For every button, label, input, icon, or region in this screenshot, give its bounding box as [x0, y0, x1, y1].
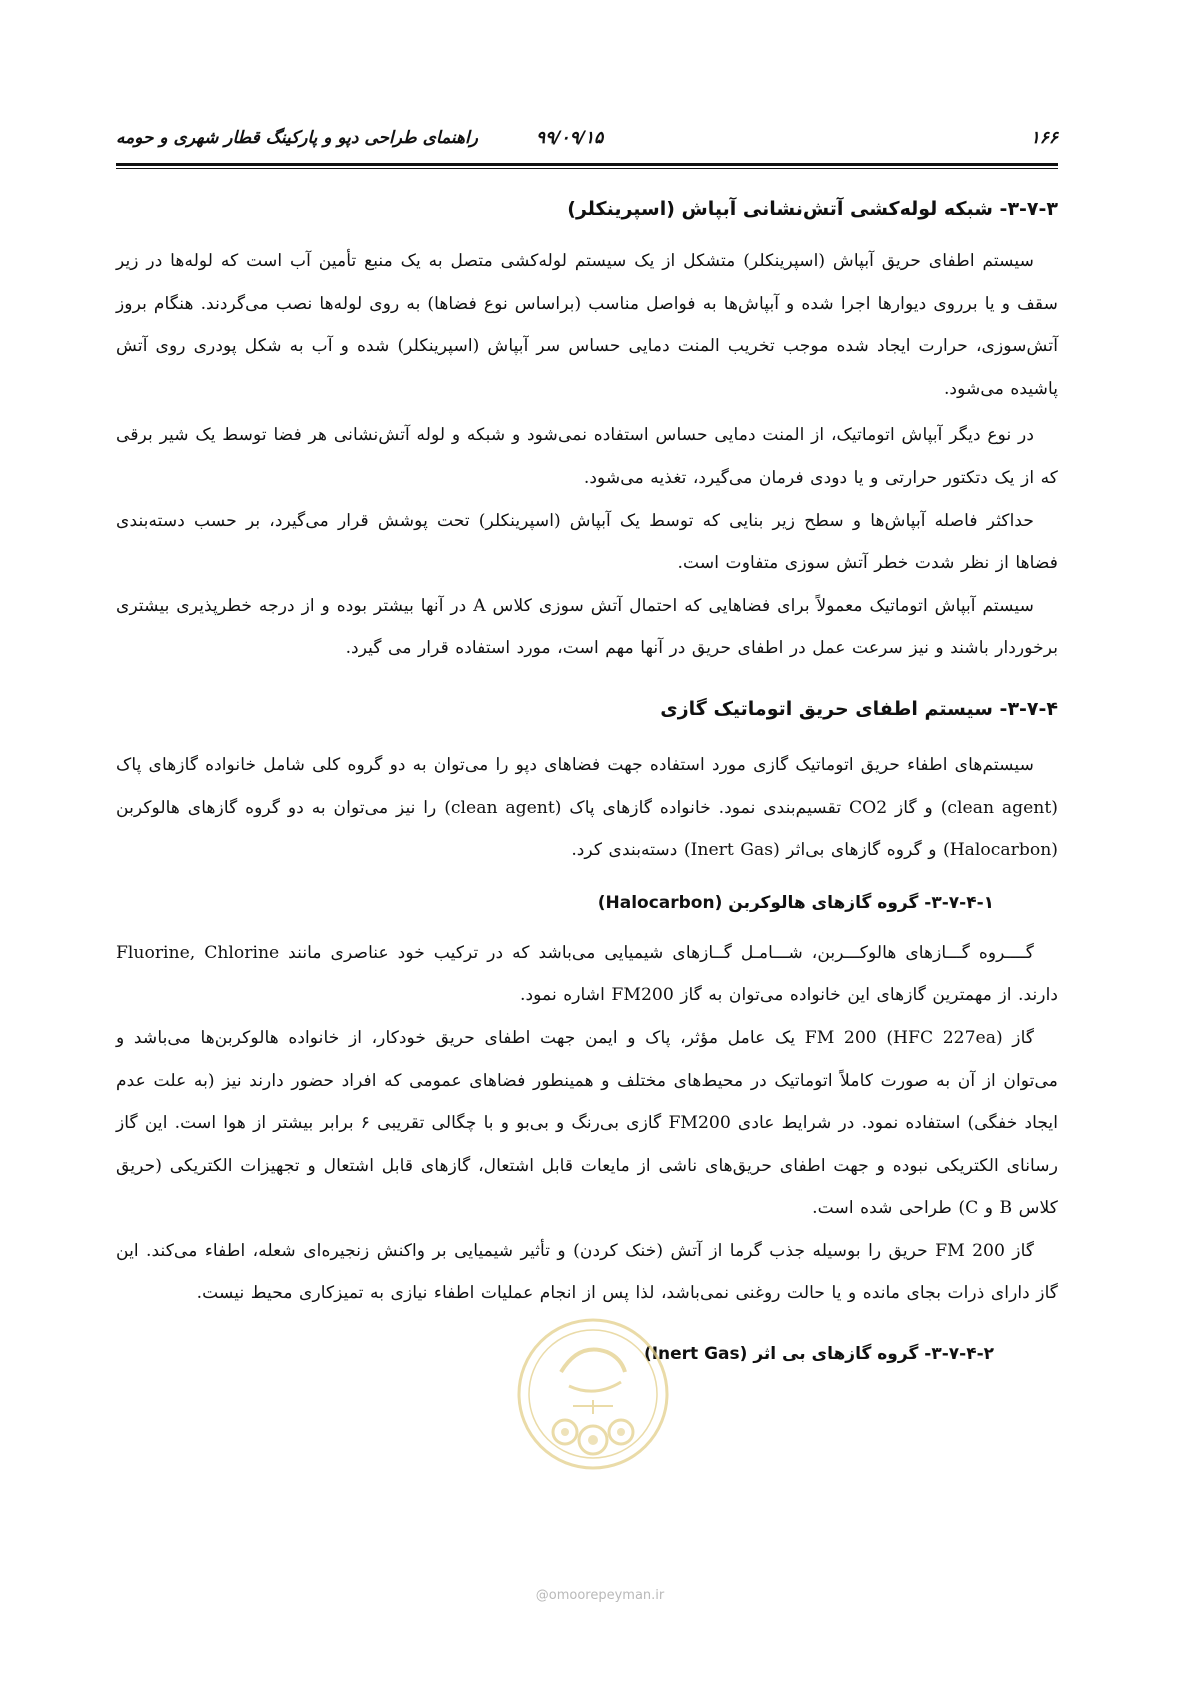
page-header: [116, 128, 1058, 156]
paragraph: گاز FM 200 حریق را بوسیله جذب گرما از آتش (خنک کردن) و تأثیر شیمیایی بر واکنش زنجیره‌ای شعله، اطفاء می‌کند. این گاز دارای ذرات بجای مانده و یا حالت روغنی نمی‌باشد، لذا پس از انجام عملیات اطفاء نیازی به تمیزکاری محیط نیست.: [116, 1240, 1058, 1304]
section-heading-gas-system: ۳-۷-۴- سیستم اطفای حریق اتوماتیک گازی: [660, 697, 1058, 720]
watermark-url: @omoorepeyman.ir: [535, 1588, 665, 1603]
header-date: ۹۹/۰۹/۱۵: [536, 128, 604, 148]
header-title: راهنمای طراحی دپو و پارکینگ قطار شهری و حومه: [116, 128, 478, 148]
paragraph: حداکثر فاصله آبپاش‌ها و سطح زیر بنایی که توسط یک آبپاش (اسپرینکلر) تحت پوشش قرار می‌گیرد، بر حسب دسته‌بندی فضاها از نظر شدت خطر آتش سوزی متفاوت است.: [116, 510, 1058, 574]
paragraph: گــــروه گـــازهای هالوکـــربن، شـــامـل گــازهای شیمیایی می‌باشد که در ترکیب خود عناصری مانند Fluorine, Chlorine دارند. از مهمترین گازهای این خانواده می‌توان به گاز FM200 اشاره نمود.: [116, 942, 1058, 1006]
paragraph: سیستم اطفای حریق آبپاش (اسپرینکلر) متشکل از یک سیستم لوله‌کشی متصل به یک منبع تأمین آب است که لوله‌ها در زیر سقف و یا برروی دیوارها اجرا شده و آبپاش‌ها به فواصل مناسب (براساس نوع فضاها) به روی لوله‌ها نصب می‌گردند. هنگام بروز آتش‌سوزی، حرارت ایجاد شده موجب تخریب المنت دمایی حساس سر آبپاش (اسپرینکلر) شده و آب به شکل پودری روی آتش پاشیده می‌شود.: [116, 251, 1058, 399]
subsection-heading-inert-gas: ۳-۷-۴-۲- گروه گازهای بی اثر (Inert Gas): [643, 1344, 994, 1365]
paragraph: سیستم‌های اطفاء حریق اتوماتیک گازی مورد استفاده جهت فضاهای دپو را می‌توان به دو گروه کلی شامل خانواده گازهای پاک (clean agent) و گاز CO2 تقسیم‌بندی نمود. خانواده گازهای پاک (clean agent) را نیز می‌توان به دو گروه گازهای هالوکربن (Halocarbon) و گروه گازهای بی‌اثر (Inert Gas) دسته‌بندی کرد.: [116, 754, 1058, 861]
header-rule: [116, 163, 1058, 169]
paragraph: گاز FM 200 (HFC 227ea) یک عامل مؤثر، پاک و ایمن جهت اطفای حریق خودکار، از خانواده هالوکربن‌ها می‌باشد و می‌توان از آن به صورت کاملاً اتوماتیک در محیط‌های مختلف و همینطور فضاهای عمومی که افراد حضور دارند نیز (به علت عدم ایجاد خفگی) استفاده نمود. در شرایط عادی FM200 گازی بی‌رنگ و بی‌بو و با چگالی تقریبی ۶ برابر بیشتر از هوا است. این گاز رسانای الکتریکی نبوده و جهت اطفای حریق‌های ناشی از مایعات قابل اشتعال، گازهای قابل اشتعال و تجهیزات الکتریکی (حریق کلاس B و C) طراحی شده است.: [116, 1027, 1058, 1219]
paragraph: سیستم آبپاش اتوماتیک معمولاً برای فضاهایی که احتمال آتش سوزی کلاس A در آنها بیشتر بوده و از درجه خطرپذیری بیشتری برخوردار باشند و نیز سرعت عمل در اطفای حریق در آنها مهم است، مورد استفاده قرار می گیرد.: [116, 595, 1058, 659]
subsection-heading-halocarbon: ۳-۷-۴-۱- گروه گازهای هالوکربن (Halocarbon): [597, 892, 994, 913]
paragraph: در نوع دیگر آبپاش اتوماتیک، از المنت دمایی حساس استفاده نمی‌شود و شبکه و لوله آتش‌نشانی هر فضا توسط یک شیر برقی که از یک دتکتور حرارتی و یا دودی فرمان می‌گیرد، تغذیه می‌شود.: [116, 425, 1058, 488]
page-number: ۱۶۶: [1030, 128, 1058, 148]
page-content: [116, 192, 1058, 1371]
section-heading-sprinkler: ۳-۷-۳- شبکه لوله‌کشی آتش‌نشانی آبپاش (اسپرینکلر): [567, 198, 1058, 220]
